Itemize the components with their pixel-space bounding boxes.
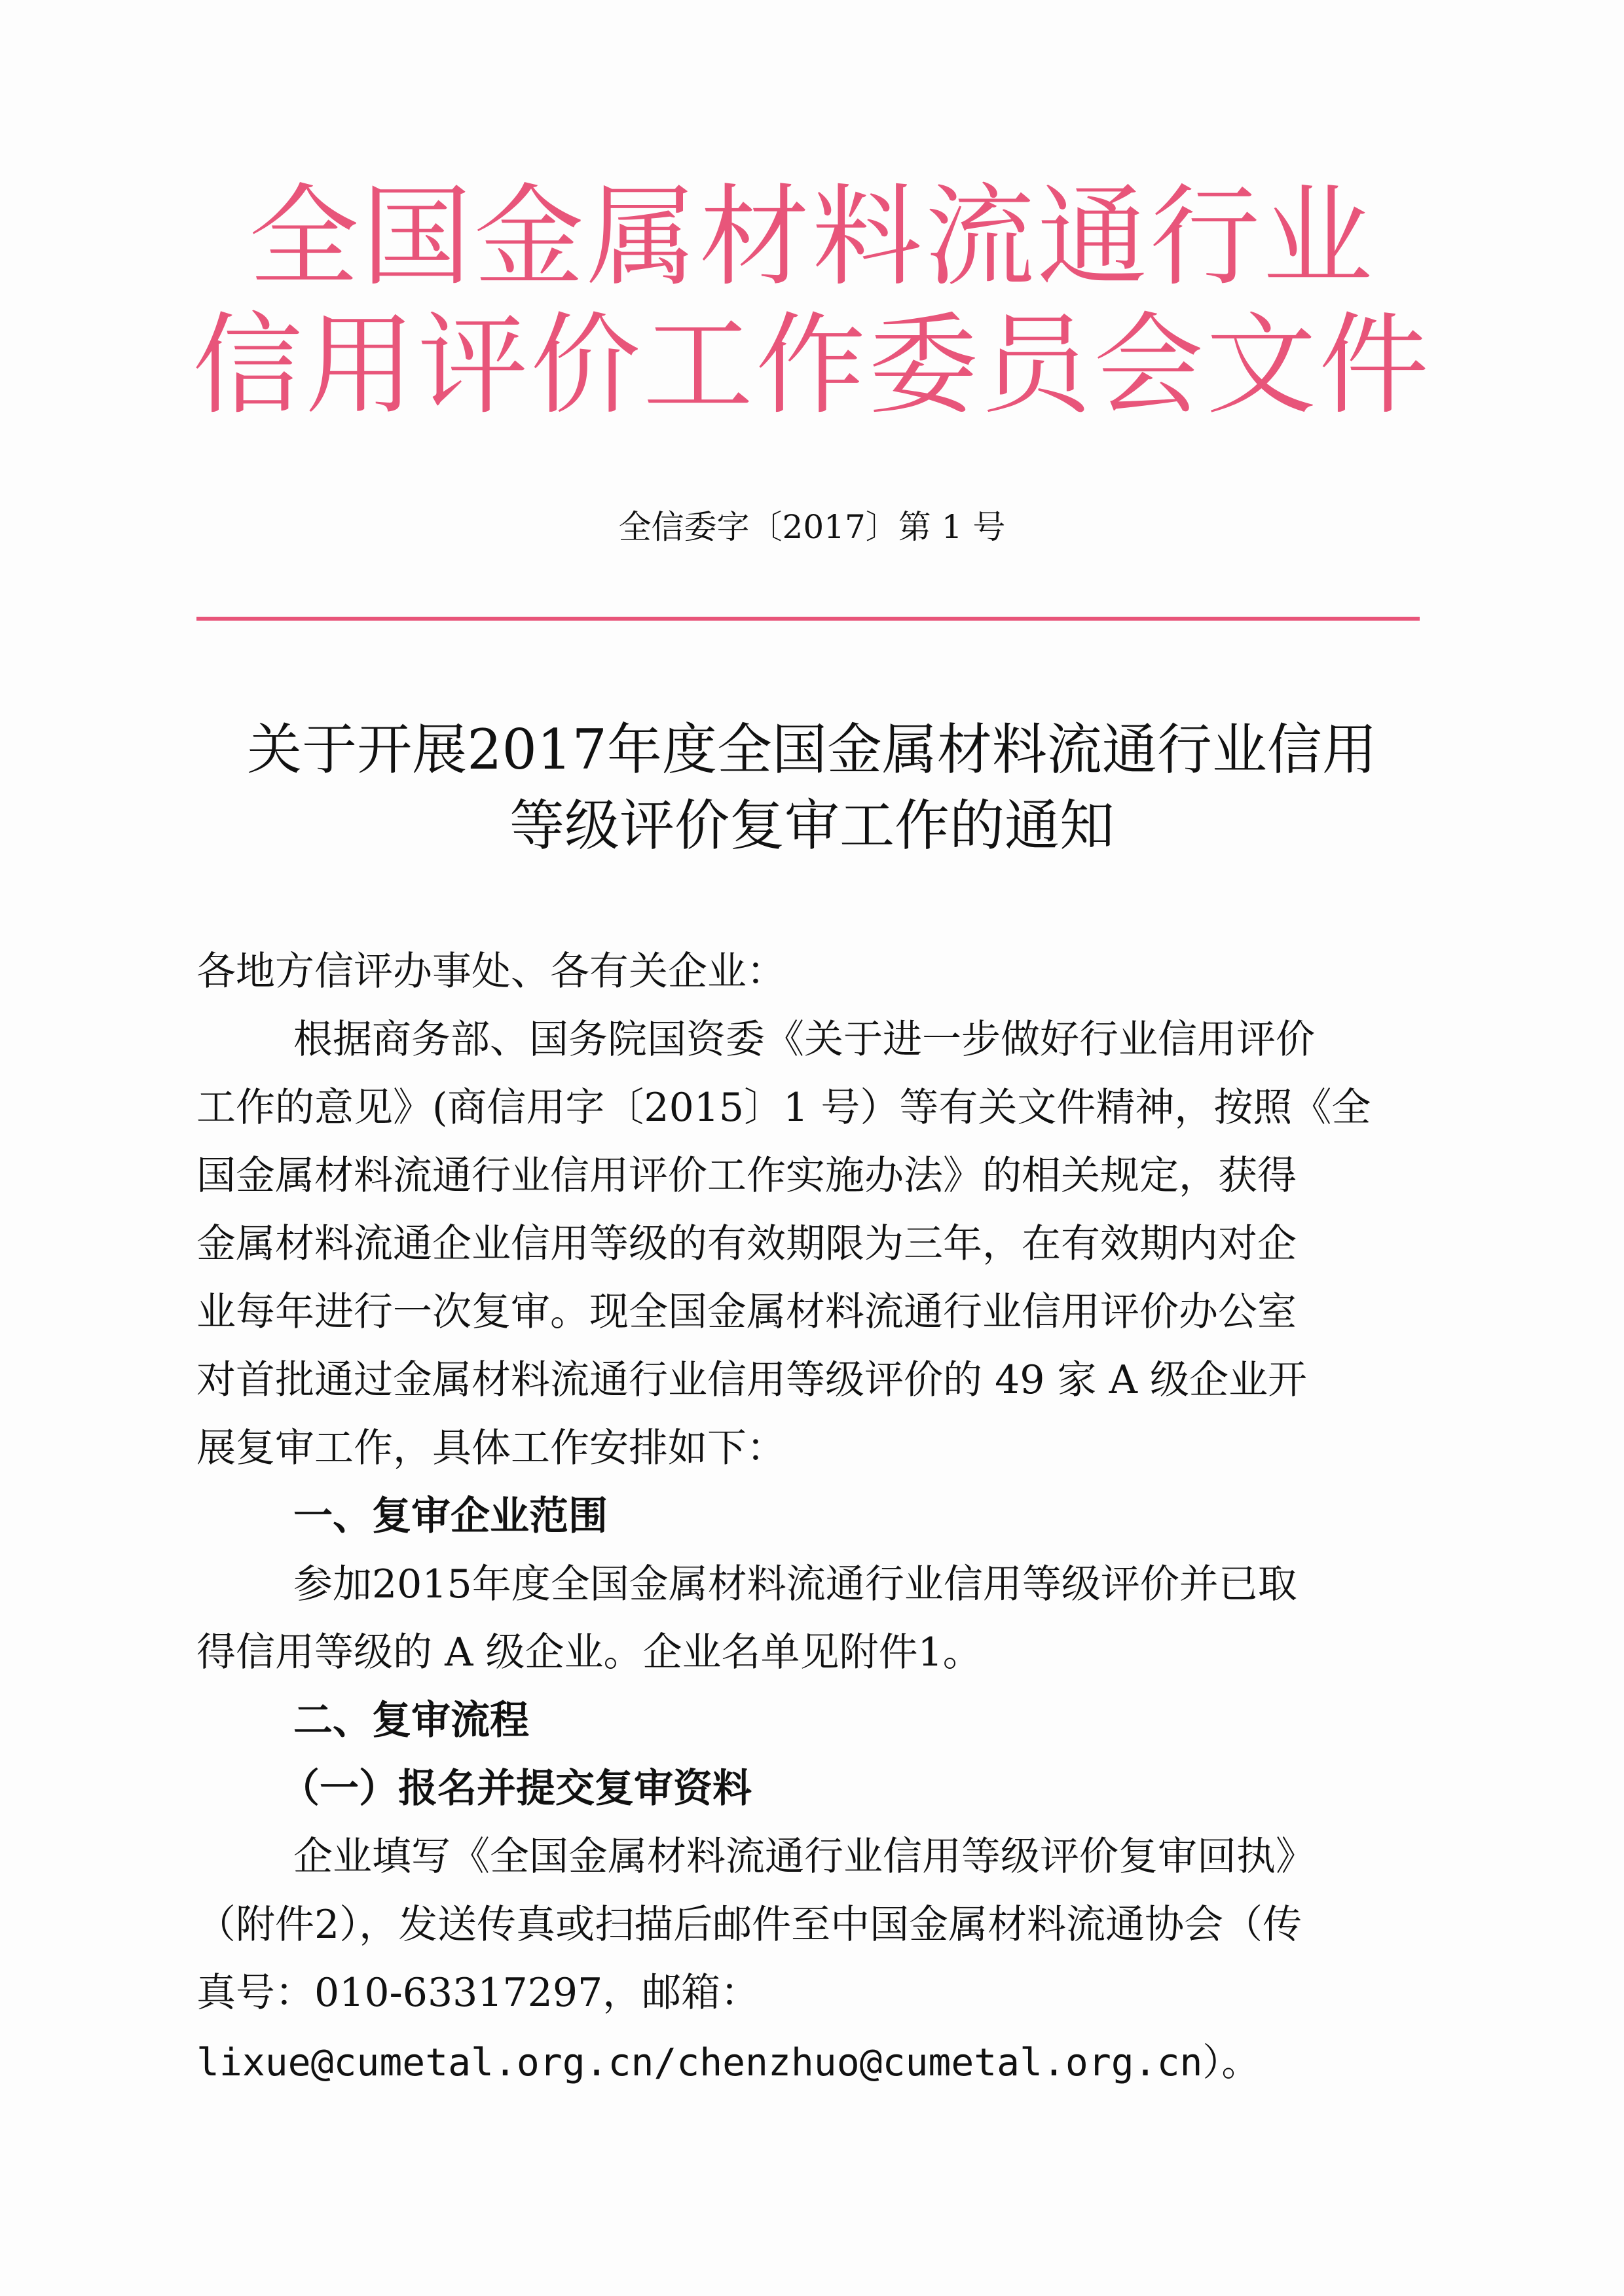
salutation: 各地方信评办事处、各有关企业： <box>196 949 786 994</box>
subsection-heading-registration: （一）报名并提交复审资料 <box>280 1766 752 1812</box>
notice-title-line-2: 等级评价复审工作的通知 <box>509 793 1115 858</box>
email-addresses: lixue@cumetal.org.cn/chenzhuo@cumetal.org.cn）。 <box>196 2040 1260 2085</box>
document-number: 全信委字〔2017〕第 1 号 <box>618 508 1006 546</box>
paragraph-line: 得信用等级的 A 级企业。企业名单见附件1。 <box>196 1630 982 1675</box>
paragraph-line: 国金属材料流通行业信用评价工作实施办法》的相关规定，获得 <box>196 1153 1297 1199</box>
paragraph-line: 企业填写《全国金属材料流通行业信用等级评价复审回执》 <box>293 1834 1315 1880</box>
issuer-header-line-1: 全国金属材料流通行业 <box>249 173 1375 301</box>
paragraph-line: （附件2），发送传真或扫描后邮件至中国金属材料流通协会（传 <box>196 1902 1302 1948</box>
paragraph-line: 工作的意见》(商信用字〔2015〕1 号）等有关文件精神，按照《全 <box>196 1085 1371 1131</box>
notice-title-line-1: 关于开展2017年度全国金属材料流通行业信用 <box>247 718 1377 782</box>
section-heading-process: 二、复审流程 <box>293 1698 529 1743</box>
paragraph-line: 参加2015年度全国金属材料流通行业信用等级评价并已取 <box>293 1561 1297 1607</box>
section-heading-scope: 一、复审企业范围 <box>293 1493 608 1539</box>
paragraph-line: 金属材料流通企业信用等级的有效期限为三年，在有效期内对企 <box>196 1221 1297 1267</box>
paragraph-line: 根据商务部、国务院国资委《关于进一步做好行业信用评价 <box>293 1017 1315 1063</box>
paragraph-line: 展复审工作，具体工作安排如下： <box>196 1425 786 1471</box>
paragraph-line: 业每年进行一次复审。现全国金属材料流通行业信用评价办公室 <box>196 1289 1297 1335</box>
issuer-header-line-2: 信用评价工作委员会文件 <box>193 301 1431 429</box>
paragraph-line: 对首批通过金属材料流通行业信用等级评价的 49 家 A 级企业开 <box>196 1357 1307 1403</box>
paragraph-line: 真号：010-63317297，邮箱： <box>196 1970 760 2016</box>
header-divider <box>196 617 1420 621</box>
